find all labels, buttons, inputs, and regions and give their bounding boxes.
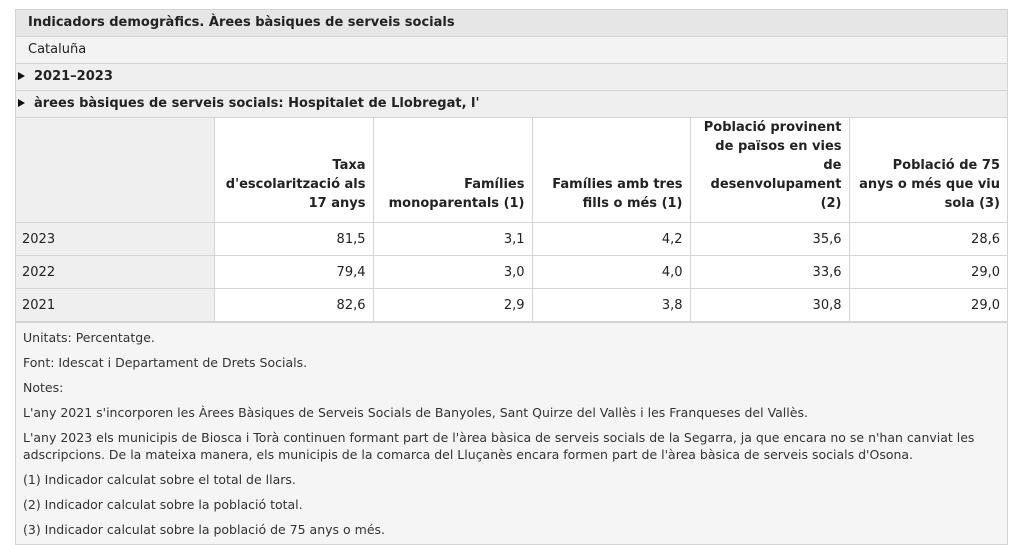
table-row — [16, 289, 1007, 322]
table-cell: 3,8 — [532, 289, 690, 322]
source-note: Font: Idescat i Departament de Drets Socials. — [23, 355, 308, 370]
table-row — [16, 223, 1007, 256]
note-2021: L'any 2021 s'incorporen les Àrees Bàsiques de Serveis Socials de Banyoles, Sant Quirze del Vallès i les Franqueses del Vallès. — [23, 405, 808, 420]
column-header: Població de 75 anys o més que viu sola (3) — [849, 118, 1007, 223]
table-cell: 79,4 — [214, 256, 373, 289]
row-year: 2022 — [16, 256, 214, 289]
area-toggle-label: àrees bàsiques de serveis socials: Hospitalet de Llobregat, l' — [34, 96, 480, 111]
table-header-row — [16, 118, 1007, 223]
area-toggle[interactable] — [16, 91, 1007, 118]
table-cell: 4,0 — [532, 256, 690, 289]
table-cell: 35,6 — [690, 223, 849, 256]
panel-title: Indicadors demogràfics. Àrees bàsiques de serveis socials — [16, 10, 1007, 37]
footnote-2: (2) Indicador calculat sobre la població total. — [23, 497, 303, 512]
row-year: 2021 — [16, 289, 214, 322]
table-cell: 82,6 — [214, 289, 373, 322]
table-cell: 30,8 — [690, 289, 849, 322]
table-cell: 4,2 — [532, 223, 690, 256]
expand-triangle-icon — [18, 99, 25, 107]
table-row — [16, 256, 1007, 289]
table-cell: 33,6 — [690, 256, 849, 289]
table-cell: 81,5 — [214, 223, 373, 256]
column-header: Taxa d'escolarització als 17 anys — [214, 118, 373, 223]
period-toggle[interactable] — [16, 64, 1007, 91]
units-note: Unitats: Percentatge. — [23, 330, 155, 345]
region-label: Cataluña — [16, 37, 1007, 64]
table-cell: 2,9 — [373, 289, 532, 322]
footnote-1: (1) Indicador calculat sobre el total de llars. — [23, 472, 296, 487]
expand-triangle-icon — [18, 72, 25, 80]
notes-section — [16, 322, 1007, 544]
footnote-3: (3) Indicador calculat sobre la població de 75 anys o més. — [23, 522, 385, 537]
notes-label: Notes: — [23, 380, 64, 395]
row-year: 2023 — [16, 223, 214, 256]
note-2023: L'any 2023 els municipis de Biosca i Torà continuen formant part de l'àrea bàsica de serveis socials de la Segarra, ja que encara no se n'han canviat les adscripcions. De la mateixa manera, els municipis de la comarca del Lluçanès encara formen part de l'àrea bàsica de serveis socials d'Osona. — [23, 430, 975, 462]
data-table — [16, 118, 1007, 322]
header-corner-cell — [16, 118, 214, 223]
data-panel — [15, 9, 1008, 545]
period-toggle-label: 2021–2023 — [34, 69, 113, 84]
table-cell: 29,0 — [849, 289, 1007, 322]
table-cell: 3,1 — [373, 223, 532, 256]
column-header: Famílies amb tres fills o més (1) — [532, 118, 690, 223]
column-header: Famílies monoparentals (1) — [373, 118, 532, 223]
table-cell: 29,0 — [849, 256, 1007, 289]
table-cell: 3,0 — [373, 256, 532, 289]
table-cell: 28,6 — [849, 223, 1007, 256]
column-header: Població provinent de països en vies de desenvolupament (2) — [690, 118, 849, 223]
